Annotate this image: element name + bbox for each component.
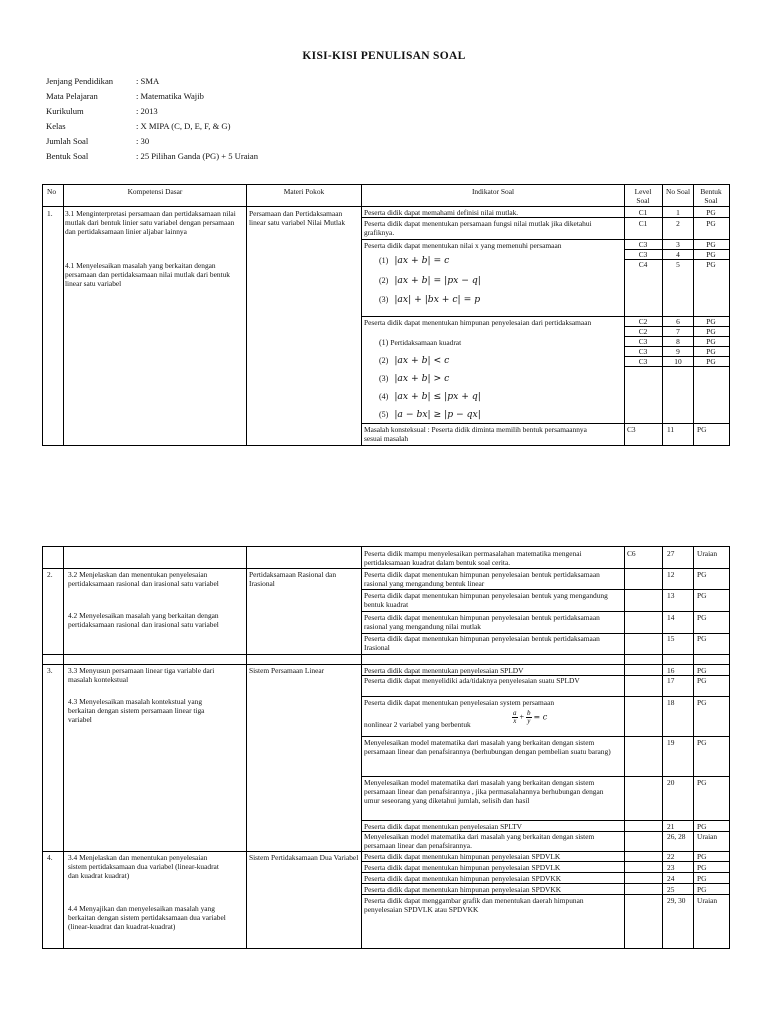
level-cell: C3 xyxy=(638,240,648,249)
no-soal-cell: 24 xyxy=(667,874,675,883)
info-value: : 25 Pilihan Ganda (PG) + 5 Uraian xyxy=(136,151,259,161)
indikator-soal: Peserta didik dapat menentukan penyelesaian SPLDV xyxy=(364,666,524,675)
fraction xyxy=(526,710,532,725)
indikator-soal: Menyelesaikan model matematika dari masalah yang berkaitan dengan sistem persamaan linear dan penafsirannya (berhubungan dengan pembelian suatu barang) xyxy=(364,738,611,757)
info-value: : Matematika Wajib xyxy=(136,91,204,101)
bentuk-cell: PG xyxy=(697,822,707,831)
equation-item xyxy=(379,409,481,420)
header-no-soal: No Soal xyxy=(665,187,691,196)
info-row xyxy=(46,149,258,164)
indikator-soal: Peserta didik dapat menentukan persamaan fungsi nilai mutlak jika diketahui grafiknya. xyxy=(364,219,592,238)
bentuk-cell: PG xyxy=(706,347,716,356)
no-soal-cell: 9 xyxy=(676,347,680,356)
equation-item xyxy=(379,391,481,402)
row-number: 3. xyxy=(47,666,53,675)
bentuk-cell: PG xyxy=(697,425,707,434)
indikator-soal: Peserta didik dapat menentukan himpunan penyelesaian SPDVKK xyxy=(364,874,562,883)
header-indikator-soal: Indikator Soal xyxy=(471,187,515,196)
level-cell: C3 xyxy=(638,357,648,366)
indikator-soal: Peserta didik dapat menentukan penyelesaian system persamaan xyxy=(364,698,555,707)
indikator-soal: Peserta didik dapat menentukan himpunan penyelesaian bentuk pertidaksamaan Irasional xyxy=(364,634,600,653)
level-cell: C6 xyxy=(627,549,636,558)
equation: |ax + b| = |px − q| xyxy=(394,275,481,286)
materi-pokok: Pertidaksamaan Rasional dan Irasional xyxy=(249,570,337,589)
no-soal-cell: 7 xyxy=(676,327,680,336)
bentuk-cell: Uraian xyxy=(697,549,718,558)
equation-number: (4) xyxy=(379,392,389,401)
equation-number: (2) xyxy=(379,276,389,285)
kompetensi-dasar-4-3: 4.3 Menyelesaikan masalah kontekstual yang berkaitan dengan sistem persamaan linear tiga variabel xyxy=(68,697,205,725)
info-label: Bentuk Soal xyxy=(46,151,89,161)
bentuk-cell: PG xyxy=(697,666,707,675)
equation: |a − bx| ≥ |p − qx| xyxy=(394,409,481,420)
bentuk-cell: PG xyxy=(706,337,716,346)
indikator-soal: Peserta didik dapat menentukan nilai x yang memenuhi persamaan xyxy=(364,241,562,250)
fraction-numerator: a xyxy=(513,709,517,717)
no-soal-cell: 2 xyxy=(676,219,680,228)
bentuk-cell: PG xyxy=(706,260,716,269)
indikator-soal: Menyelesaikan model matematika dari masalah yang berkaitan dengan sistem persamaan linear dan penafsirannya. xyxy=(364,832,595,851)
kompetensi-dasar-4-2: 4.2 Menyelesaikan masalah yang berkaitan dengan pertidaksamaan rasional dan irasional satu variabel xyxy=(68,611,219,630)
no-soal-cell: 13 xyxy=(667,591,675,600)
header-no: No xyxy=(47,187,57,196)
equation-item xyxy=(379,355,449,366)
header-kompetensi-dasar: Kompetensi Dasar xyxy=(127,187,183,196)
bentuk-cell: PG xyxy=(706,208,716,217)
level-cell: C3 xyxy=(638,250,648,259)
equation-number: (2) xyxy=(379,356,389,365)
level-cell: C4 xyxy=(638,260,648,269)
equation-number: (3) xyxy=(379,374,389,383)
equation-number: (3) xyxy=(379,295,389,304)
indikator-soal: Peserta didik dapat menentukan himpunan penyelesaian bentuk yang mengandung bentuk kuadrat xyxy=(364,591,608,610)
equation: |ax + b| = c xyxy=(394,255,450,266)
bentuk-cell: PG xyxy=(706,250,716,259)
no-soal-cell: 22 xyxy=(667,852,675,861)
level-cell: C3 xyxy=(638,337,648,346)
indikator-soal-continuation: nonlinear 2 variabel yang berbentuk xyxy=(364,720,471,729)
level-cell: C1 xyxy=(638,208,648,217)
indikator-soal: Peserta didik dapat menentukan himpunan penyelesaian bentuk pertidaksamaan rasional yang mengandung nilai mutlak xyxy=(364,613,600,632)
info-row xyxy=(46,104,258,119)
row-number: 4. xyxy=(47,853,53,862)
kompetensi-dasar-3-4: 3.4 Menjelaskan dan menentukan penyelesaian sistem pertidaksamaan dua variabel (linear-kuadrat dan kuadrat kuadrat) xyxy=(68,853,219,881)
materi-pokok: Sistem Pertidaksamaan Dua Variabel xyxy=(249,853,359,862)
page-title: KISI-KISI PENULISAN SOAL xyxy=(302,50,466,62)
bentuk-cell: PG xyxy=(697,778,707,787)
fraction-denominator: x xyxy=(513,717,517,725)
no-soal-cell: 21 xyxy=(667,822,675,831)
no-soal-cell: 16 xyxy=(667,666,675,675)
indikator-soal: Masalah konsteksual : Peserta didik diminta memilih bentuk persamaannya sesuai masalah xyxy=(364,425,587,444)
no-soal-cell: 11 xyxy=(667,425,675,434)
level-cell: C3 xyxy=(638,347,648,356)
equation: = c xyxy=(533,712,548,722)
equation-number: (1) xyxy=(379,338,389,347)
no-soal-cell: 6 xyxy=(676,317,680,326)
bentuk-cell: Uraian xyxy=(697,896,718,905)
no-soal-cell: 3 xyxy=(676,240,680,249)
bentuk-cell: PG xyxy=(706,317,716,326)
row-number: 1. xyxy=(47,209,53,218)
indikator-soal: Peserta didik dapat menentukan himpunan penyelesaian SPDVLK xyxy=(364,852,561,861)
fraction-numerator: b xyxy=(527,709,531,717)
equation: |ax| + |bx + c| = p xyxy=(394,294,481,305)
kompetensi-dasar-3-1: 3.1 Menginterpretasi persamaan dan pertidaksamaan nilai mutlak dari bentuk linier satu variabel dengan persamaan dan pertidaksamaan linier aljabar lainnya xyxy=(65,209,236,237)
no-soal-cell: 19 xyxy=(667,738,675,747)
bentuk-cell: PG xyxy=(697,613,707,622)
fraction-equation: $\frac{a}{x}$ + $\frac{b}{y}$ = c xyxy=(513,709,548,725)
equation-item xyxy=(379,294,480,305)
indikator-soal: Peserta didik dapat menentukan penyelesaian SPLTV xyxy=(364,822,522,831)
indikator-soal: Peserta didik dapat memahami definisi nilai mutlak. xyxy=(364,208,519,217)
row-number: 2. xyxy=(47,570,53,579)
no-soal-cell: 10 xyxy=(674,357,682,366)
header-level-soal: Level Soal xyxy=(634,187,652,206)
info-value: : 2013 xyxy=(136,106,158,116)
info-row xyxy=(46,119,258,134)
indikator-soal: Peserta didik dapat menentukan himpunan penyelesaian bentuk pertidaksamaan rasional yang mengandung bentuk linear xyxy=(364,570,600,589)
info-label: Kelas xyxy=(46,121,66,131)
no-soal-cell: 14 xyxy=(667,613,675,622)
bentuk-cell: PG xyxy=(697,874,707,883)
level-cell: C3 xyxy=(627,425,636,434)
no-soal-cell: 4 xyxy=(676,250,680,259)
fraction xyxy=(512,710,518,725)
indikator-soal: Peserta didik mampu menyelesaikan permasalahan matematika mengenai pertidaksamaan kuadrat dalam bentuk soal cerita. xyxy=(364,549,582,568)
bentuk-cell: PG xyxy=(697,634,707,643)
info-label: Jenjang Pendidikan xyxy=(46,76,114,86)
no-soal-cell: 18 xyxy=(667,698,675,707)
indikator-soal: Peserta didik dapat menentukan himpunan penyelesaian SPDVLK xyxy=(364,863,561,872)
equation-item xyxy=(379,275,481,286)
no-soal-cell: 25 xyxy=(667,885,675,894)
no-soal-cell: 8 xyxy=(676,337,680,346)
materi-pokok: Sistem Persamaan Linear xyxy=(249,666,325,675)
bentuk-cell: PG xyxy=(697,738,707,747)
bentuk-cell: PG xyxy=(697,852,707,861)
no-soal-cell: 23 xyxy=(667,863,675,872)
level-cell: C2 xyxy=(638,317,648,326)
no-soal-cell: 27 xyxy=(667,549,675,558)
bentuk-cell: PG xyxy=(706,327,716,336)
indikator-soal: Peserta didik dapat menyelidiki ada/tidaknya penyelesaian suatu SPLDV xyxy=(364,676,580,685)
info-row xyxy=(46,74,258,89)
indikator-soal: Peserta didik dapat menggambar grafik dan menentukan daerah himpunan penyelesaian SPDVLK atau SPDVKK xyxy=(364,896,584,915)
no-soal-cell: 26, 28 xyxy=(667,832,686,841)
materi-pokok: Persamaan dan Pertidaksamaan linear satu variabel Nilai Mutlak xyxy=(249,209,346,228)
info-label: Jumlah Soal xyxy=(46,136,89,146)
no-soal-cell: 15 xyxy=(667,634,675,643)
kompetensi-dasar-3-2: 3.2 Menjelaskan dan menentukan penyelesaian pertidaksamaan rasional dan irasional satu variabel xyxy=(68,570,219,589)
indikator-soal: Menyelesaikan model matematika dari masalah yang berkaitan dengan sistem persamaan linear dan penafsirannya , jika permasalahannya berhubungan dengan umur seseorang yang diketahui jumlah, selisih dan hasil xyxy=(364,778,604,806)
equation-item xyxy=(379,255,449,266)
no-soal-cell: 5 xyxy=(676,260,680,269)
bentuk-cell: PG xyxy=(697,676,707,685)
kompetensi-dasar-4-4: 4.4 Menyajikan dan menyelesaikan masalah yang berkaitan dengan sistem pertidaksamaan dua variabel (linear-kuadrat dan kuadrat-kuadrat) xyxy=(68,904,226,932)
equation-item xyxy=(379,338,461,347)
no-soal-cell: 12 xyxy=(667,570,675,579)
info-label: Kurikulum xyxy=(46,106,84,116)
bentuk-cell: PG xyxy=(706,219,716,228)
bentuk-cell: PG xyxy=(706,240,716,249)
bentuk-cell: Uraian xyxy=(697,832,718,841)
kisi-table-2 xyxy=(42,546,730,949)
equation: |ax + b| > c xyxy=(394,373,450,384)
equation-item xyxy=(379,373,449,384)
header-materi-pokok: Materi Pokok xyxy=(283,187,325,196)
no-soal-cell: 17 xyxy=(667,676,675,685)
equation-number: (1) xyxy=(379,256,389,265)
bentuk-cell: PG xyxy=(697,885,707,894)
equation: Pertidaksamaan kuadrat xyxy=(390,338,462,347)
indikator-soal: Peserta didik dapat menentukan himpunan penyelesaian dari pertidaksamaan xyxy=(364,318,592,327)
info-row xyxy=(46,134,258,149)
bentuk-cell: PG xyxy=(697,591,707,600)
equation: |ax + b| < c xyxy=(394,355,450,366)
info-row xyxy=(46,89,258,104)
bentuk-cell: PG xyxy=(697,698,707,707)
level-cell: C1 xyxy=(638,219,648,228)
header-bentuk-soal: Bentuk Soal xyxy=(700,187,722,206)
kompetensi-dasar-4-1: 4.1 Menyelesaikan masalah yang berkaitan dengan persamaan dan pertidaksamaan nilai mutlak dari bentuk linear satu variabel xyxy=(65,261,230,289)
level-cell: C2 xyxy=(638,327,648,336)
bentuk-cell: PG xyxy=(697,570,707,579)
info-label: Mata Pelajaran xyxy=(46,91,98,101)
info-value: : SMA xyxy=(136,76,160,86)
bentuk-cell: PG xyxy=(697,863,707,872)
equation-number: (5) xyxy=(379,410,389,419)
fraction-denominator: y xyxy=(527,717,531,725)
info-value: : X MIPA (C, D, E, F, & G) xyxy=(136,121,231,131)
equation: |ax + b| ≤ |px + q| xyxy=(394,391,481,402)
no-soal-cell: 1 xyxy=(676,208,680,217)
bentuk-cell: PG xyxy=(706,357,716,366)
no-soal-cell: 29, 30 xyxy=(667,896,686,905)
indikator-soal: Peserta didik dapat menentukan himpunan penyelesaian SPDVKK xyxy=(364,885,562,894)
kisi-table-1 xyxy=(42,184,730,446)
kompetensi-dasar-3-3: 3.3 Menyusun persamaan linear tiga variable dari masalah kontekstual xyxy=(68,666,215,685)
info-value: : 30 xyxy=(136,136,150,146)
document-info xyxy=(46,74,258,164)
no-soal-cell: 20 xyxy=(667,778,675,787)
